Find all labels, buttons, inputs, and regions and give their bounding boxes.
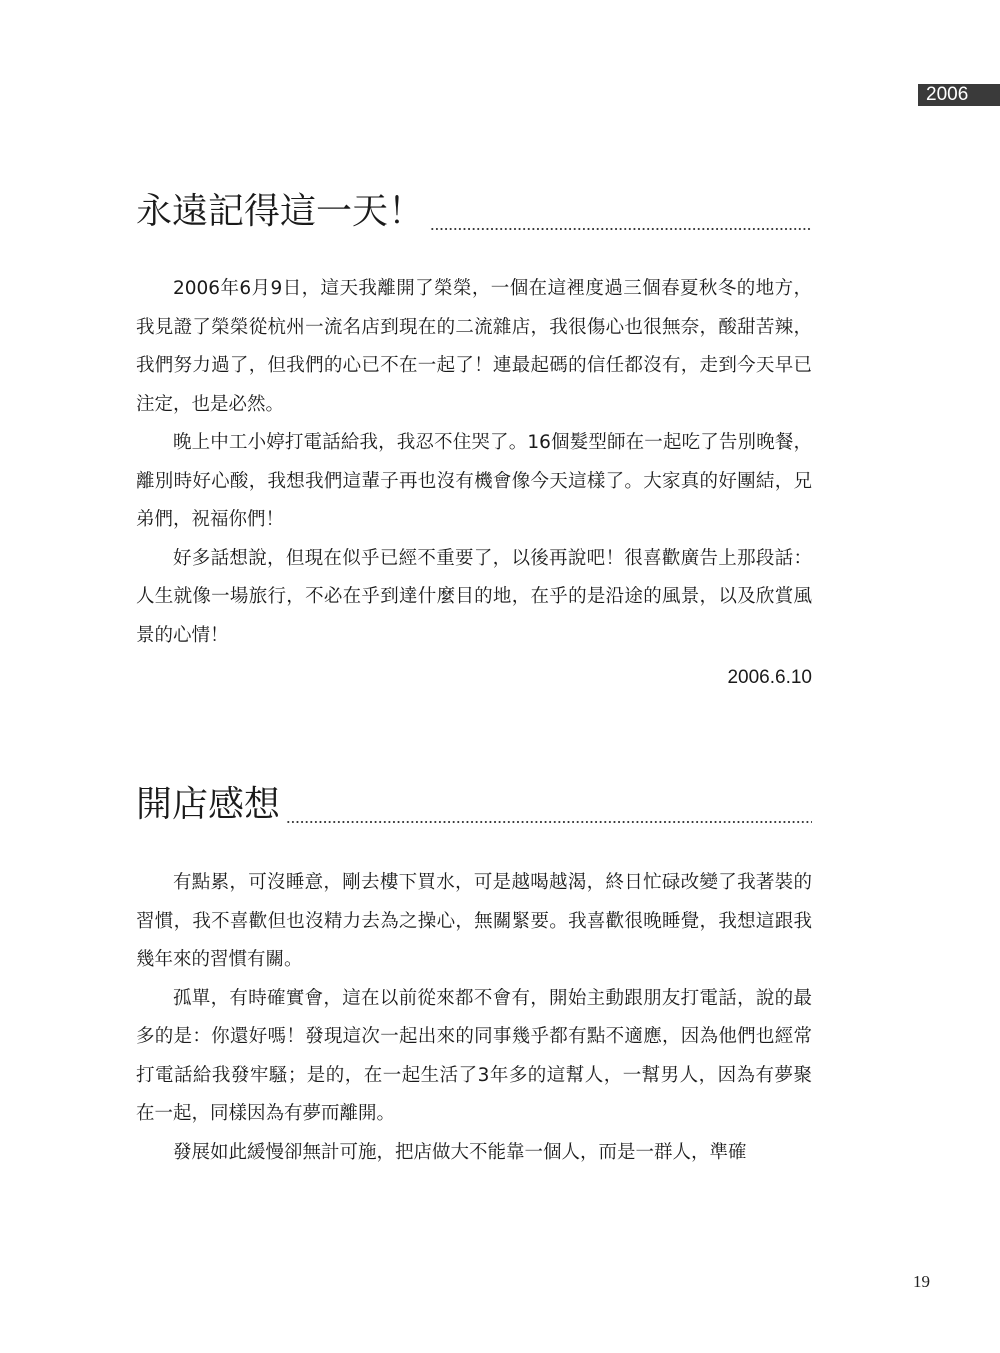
paragraph: 發展如此緩慢卻無計可施，把店做大不能靠一個人，而是一群人，準確	[173, 1141, 747, 1163]
section-1-heading	[136, 192, 812, 232]
page-number: 19	[913, 1272, 930, 1291]
paragraph: 晚上中工小婷打電話給我，我忍不住哭了。16個髮型師在一起吃了告別晚餐，離別時好心酸，我想我們這輩子再也沒有機會像今天這樣了。大家真的好團結，兄弟們，祝福你們！	[136, 432, 812, 530]
section-1-body	[136, 270, 812, 697]
dotted-leader	[430, 228, 812, 230]
section-2-title: 開店感想	[136, 784, 281, 825]
section-2-heading	[136, 785, 812, 825]
paragraph: 孤單，有時確實會，這在以前從來都不會有，開始主動跟朋友打電話，說的最多的是：你還好嗎！發現這次一起出來的同事幾乎都有點不適應，因為他們也經常打電話給我發牢騷；是的，在一起生活了3年多的這幫人，一幫男人，因為有夢聚在一起，同樣因為有夢而離開。	[136, 987, 812, 1124]
paragraph: 2006年6月9日，這天我離開了榮榮，一個在這裡度過三個春夏秋冬的地方，我見證了榮榮從杭州一流名店到現在的二流雜店，我很傷心也很無奈，酸甜苦辣，我們努力過了，但我們的心已不在一起了！連最起碼的信任都沒有，走到今天早已注定，也是必然。	[136, 278, 812, 415]
section-2-body	[136, 864, 812, 1172]
paragraph: 好多話想說，但現在似乎已經不重要了，以後再說吧！很喜歡廣告上那段話：人生就像一場旅行，不必在乎到達什麼目的地，在乎的是沿途的風景，以及欣賞風景的心情！	[136, 547, 812, 646]
entry-date: 2006.6.10	[727, 667, 812, 688]
section-1-title: 永遠記得這一天！	[136, 191, 425, 232]
paragraph: 有點累，可沒睡意，剛去樓下買水，可是越喝越渴，終日忙碌改變了我著裝的習慣，我不喜歡但也沒精力去為之操心，無關緊要。我喜歡很晚睡覺，我想這跟我幾年來的習慣有關。	[136, 872, 812, 970]
dotted-leader	[286, 821, 812, 823]
year-tab: 2006	[918, 84, 1000, 106]
